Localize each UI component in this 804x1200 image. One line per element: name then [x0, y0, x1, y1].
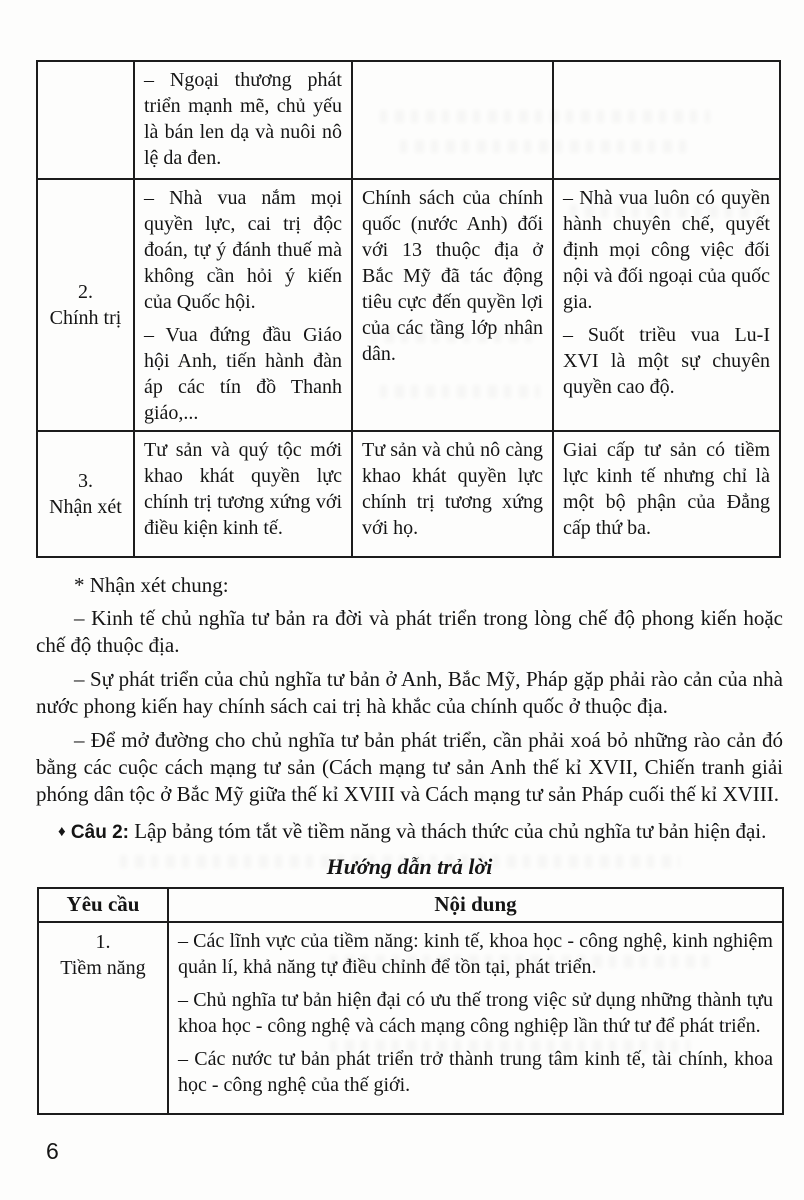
remark-paragraph: – Để mở đường cho chủ nghĩa tư bản phát triển, cần phải xoá bỏ những rào cản đó bằng các cuộc cách mạng tư sản (Cách mạng tư sản Anh thế kỉ XVII, Chiến tranh giải phóng dân tộc ở Bắc Mỹ giữa thế kỉ XVIII và Cách mạng tư sản Pháp cuối thế kỉ XVIII. — [36, 728, 783, 806]
cell-paragraph: – Chủ nghĩa tư bản hiện đại có ưu thế trong việc sử dụng những thành tựu khoa học - công nghệ và cách mạng công nghiệp lần thứ tư để phát triển. — [178, 989, 773, 1037]
row-title: Tiềm năng — [60, 957, 146, 979]
cell-paragraph: – Nhà vua nắm mọi quyền lực, cai trị độc đoán, tự ý đánh thuế mà không cần hỏi ý kiến của Quốc hội. — [144, 187, 342, 313]
table1-row2-america-cell — [351, 178, 552, 430]
table1-row3-america-cell — [351, 430, 552, 556]
table1-row2-label-cell — [38, 178, 133, 430]
answer-guide-heading: Hướng dẫn trả lời — [326, 854, 493, 879]
comparison-table — [36, 60, 781, 558]
table1-row3-label-cell — [38, 430, 133, 556]
row-title: Nhận xét — [49, 496, 122, 518]
cell-paragraph: – Ngoại thương phát triển mạnh mẽ, chủ yếu là bán len dạ và nuôi nô lệ da đen. — [144, 69, 342, 169]
remark-paragraph: – Sự phát triển của chủ nghĩa tư bản ở Anh, Bắc Mỹ, Pháp gặp phải rào cản của nhà nước phong kiến hay chính sách cai trị hà khắc của chính quốc ở thuộc địa. — [36, 667, 783, 718]
cell-paragraph: – Các lĩnh vực của tiềm năng: kinh tế, khoa học - công nghệ, kinh nghiệm quản lí, khả năng tự điều chỉnh để tồn tại, phát triển. — [178, 930, 773, 978]
answer-table — [37, 887, 784, 1115]
table1-row1-england-cell — [133, 62, 351, 178]
question-2-label: Câu 2: — [70, 822, 129, 843]
table1-row1-label-cell — [38, 62, 133, 178]
table1-row3-france-cell — [552, 430, 779, 556]
row-number: 1. — [95, 931, 111, 953]
cell-paragraph: – Nhà vua luôn có quyền hành chuyên chế, quyết định mọi công việc đối nội và đối ngoại của quốc gia. — [563, 187, 770, 313]
cell-paragraph: Chính sách của chính quốc (nước Anh) đối với 13 thuộc địa ở Bắc Mỹ đã tác động tiêu cực đến quyền lợi của các tầng lớp nhân dân. — [362, 187, 543, 365]
cell-paragraph: – Các nước tư bản phát triển trở thành trung tâm kinh tế, tài chính, khoa học - công nghệ của thế giới. — [178, 1048, 773, 1096]
question-2-text: Lập bảng tóm tắt về tiềm năng và thách thức của chủ nghĩa tư bản hiện đại. — [134, 819, 767, 843]
row-number: 3. — [78, 470, 93, 492]
table1-row1-france-cell — [552, 62, 779, 178]
table2-header-content: Nội dung — [167, 889, 782, 921]
cell-paragraph: – Suốt triều vua Lu-I XVI là một sự chuyên quyền cao độ. — [563, 324, 770, 398]
diamond-bullet-icon: ♦ — [58, 824, 66, 840]
table1-row3-england-cell — [133, 430, 351, 556]
remark-paragraph: – Kinh tế chủ nghĩa tư bản ra đời và phát triển trong lòng chế độ phong kiến hoặc chế độ thuộc địa. — [36, 606, 783, 657]
cell-paragraph: – Vua đứng đầu Giáo hội Anh, tiến hành đàn áp các tín đồ Thanh giáo,... — [144, 324, 342, 424]
cell-paragraph: Giai cấp tư sản có tiềm lực kinh tế nhưng chỉ là một bộ phận của Đẳng cấp thứ ba. — [563, 439, 770, 539]
page-number: 6 — [46, 1138, 59, 1164]
row-title: Chính trị — [49, 307, 122, 329]
cell-paragraph: Tư sản và chủ nô càng khao khát quyền lực chính trị tương xứng với họ. — [362, 439, 543, 539]
table1-row2-france-cell — [552, 178, 779, 430]
table1-row2-england-cell — [133, 178, 351, 430]
table2-row1-content-cell — [167, 921, 782, 1113]
remarks-heading: * Nhận xét chung: — [74, 573, 229, 597]
row-number: 2. — [78, 281, 93, 303]
table2-row1-label-cell — [39, 921, 167, 1113]
table2-header-requirement: Yêu cầu — [66, 892, 140, 916]
table1-row1-america-cell — [351, 62, 552, 178]
cell-paragraph: Tư sản và quý tộc mới khao khát quyền lực chính trị tương xứng với điều kiện kinh tế. — [144, 439, 342, 539]
general-remarks-section — [36, 572, 783, 880]
question-2-line — [36, 818, 783, 846]
